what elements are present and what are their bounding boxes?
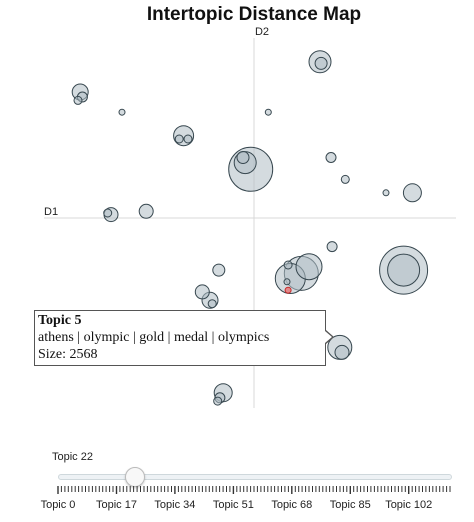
tooltip-title: Topic 5 xyxy=(38,313,82,328)
slider-ticks xyxy=(0,486,474,496)
slider-tick-label: Topic 34 xyxy=(154,499,196,511)
chart-title: Intertopic Distance Map xyxy=(146,4,362,25)
tooltip-words: athens | olympic | gold | medal | olympics xyxy=(38,330,270,345)
topic-bubble[interactable] xyxy=(208,300,216,308)
topic-bubble[interactable] xyxy=(284,279,290,285)
topic-bubble[interactable] xyxy=(119,109,125,115)
topic-bubble[interactable] xyxy=(284,261,292,269)
slider-tick-label: Topic 102 xyxy=(385,499,433,511)
topic-bubble[interactable] xyxy=(214,397,222,405)
topic-bubble[interactable] xyxy=(383,190,389,196)
topic-bubble[interactable] xyxy=(139,204,153,218)
slider-tick-label: Topic 51 xyxy=(212,499,254,511)
topic-bubble[interactable] xyxy=(265,109,271,115)
topic-bubble[interactable] xyxy=(335,345,349,359)
topic-bubble[interactable] xyxy=(184,135,192,143)
slider-tick-label: Topic 0 xyxy=(40,499,76,511)
topic-bubble[interactable] xyxy=(74,96,82,104)
topic-bubble[interactable] xyxy=(341,175,349,183)
topic-slider-handle[interactable] xyxy=(125,467,145,487)
topic-bubble[interactable] xyxy=(315,57,327,69)
slider-tick-labels xyxy=(0,499,474,513)
topic-bubble[interactable] xyxy=(388,254,420,286)
topic-slider-track[interactable] xyxy=(58,474,452,480)
tooltip-size: Size: 2568 xyxy=(38,347,98,362)
topic-bubble[interactable] xyxy=(237,152,249,164)
topic-bubble[interactable] xyxy=(213,264,225,276)
d2-axis-label: D2 xyxy=(254,26,270,38)
slider-tick-label: Topic 68 xyxy=(271,499,313,511)
topic-bubble[interactable] xyxy=(296,254,322,280)
topic-tooltip xyxy=(34,310,326,366)
topic-bubble-selected[interactable] xyxy=(285,287,291,293)
slider-tick-label: Topic 85 xyxy=(329,499,371,511)
slider-current-label: Topic 22 xyxy=(52,451,93,463)
d1-axis-label: D1 xyxy=(44,206,59,218)
topic-bubble[interactable] xyxy=(326,153,336,163)
topic-bubble[interactable] xyxy=(104,209,112,217)
topic-bubble[interactable] xyxy=(175,135,183,143)
topic-bubble[interactable] xyxy=(327,242,337,252)
slider-tick-label: Topic 17 xyxy=(95,499,137,511)
tooltip-arrow-inner xyxy=(325,331,332,343)
topic-bubble[interactable] xyxy=(195,285,209,299)
topic-bubble[interactable] xyxy=(403,184,421,202)
